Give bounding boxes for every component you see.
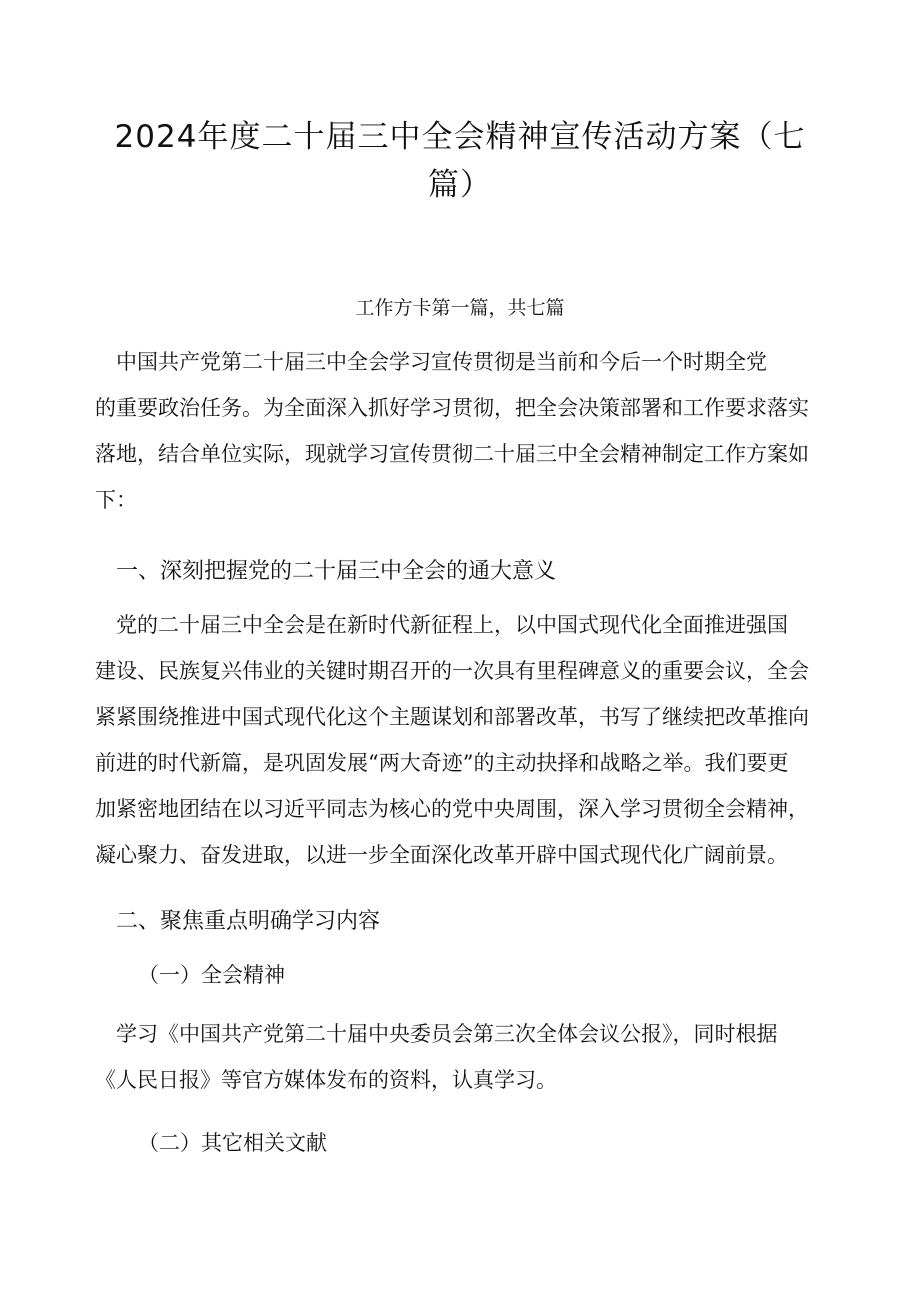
- section-1-line: 加紧密地团结在以习近平同志为核心的党中央周围，深入学习贯彻全会精神，: [95, 797, 809, 821]
- intro-line: 下：: [95, 488, 137, 512]
- section-2-sub-1-heading: （一）全会精神: [138, 963, 285, 987]
- document-title-line-2: 篇）: [428, 167, 492, 203]
- intro-line: 的重要政治任务。为全面深入抓好学习贯彻，把全会决策部署和工作要求落实: [95, 396, 809, 420]
- section-2-sub-1-line: 学习《中国共产党第二十届中央委员会第三次全体会议公报》，同时根据: [116, 1022, 778, 1046]
- section-1-line: 建设、民族复兴伟业的关键时期召开的一次具有里程碑意义的重要会议，全会: [95, 659, 809, 683]
- section-1-line: 党的二十届三中全会是在新时代新征程上，以中国式现代化全面推进强国: [116, 613, 788, 637]
- section-1-line: 紧紧围绕推进中国式现代化这个主题谋划和部署改革，书写了继续把改革推向: [95, 705, 809, 729]
- document-subtitle: 工作方卡第一篇，共七篇: [355, 297, 565, 319]
- section-2-sub-1-line: 《人民日报》等官方媒体发布的资料，认真学习。: [95, 1068, 557, 1092]
- section-1-line: 前进的时代新篇，是巩固发展“两大奇迹”的主动抉择和战略之举。我们要更: [95, 751, 789, 775]
- section-1-heading: 一、深刻把握党的二十届三中全会的通大意义: [116, 559, 557, 584]
- section-1-line: 凝心聚力、奋发进取，以进一步全面深化改革开辟中国式现代化广阔前景。: [95, 843, 788, 867]
- section-2-sub-2-heading: （二）其它相关文献: [138, 1131, 327, 1155]
- intro-line: 落地，结合单位实际，现就学习宣传贯彻二十届三中全会精神制定工作方案如: [95, 442, 809, 466]
- intro-line: 中国共产党第二十届三中全会学习宣传贯彻是当前和今后一个时期全党: [116, 350, 767, 374]
- section-2-heading: 二、聚焦重点明确学习内容: [116, 909, 381, 934]
- document-title-line-1: 2024年度二十届三中全会精神宣传活动方案（七: [114, 119, 806, 155]
